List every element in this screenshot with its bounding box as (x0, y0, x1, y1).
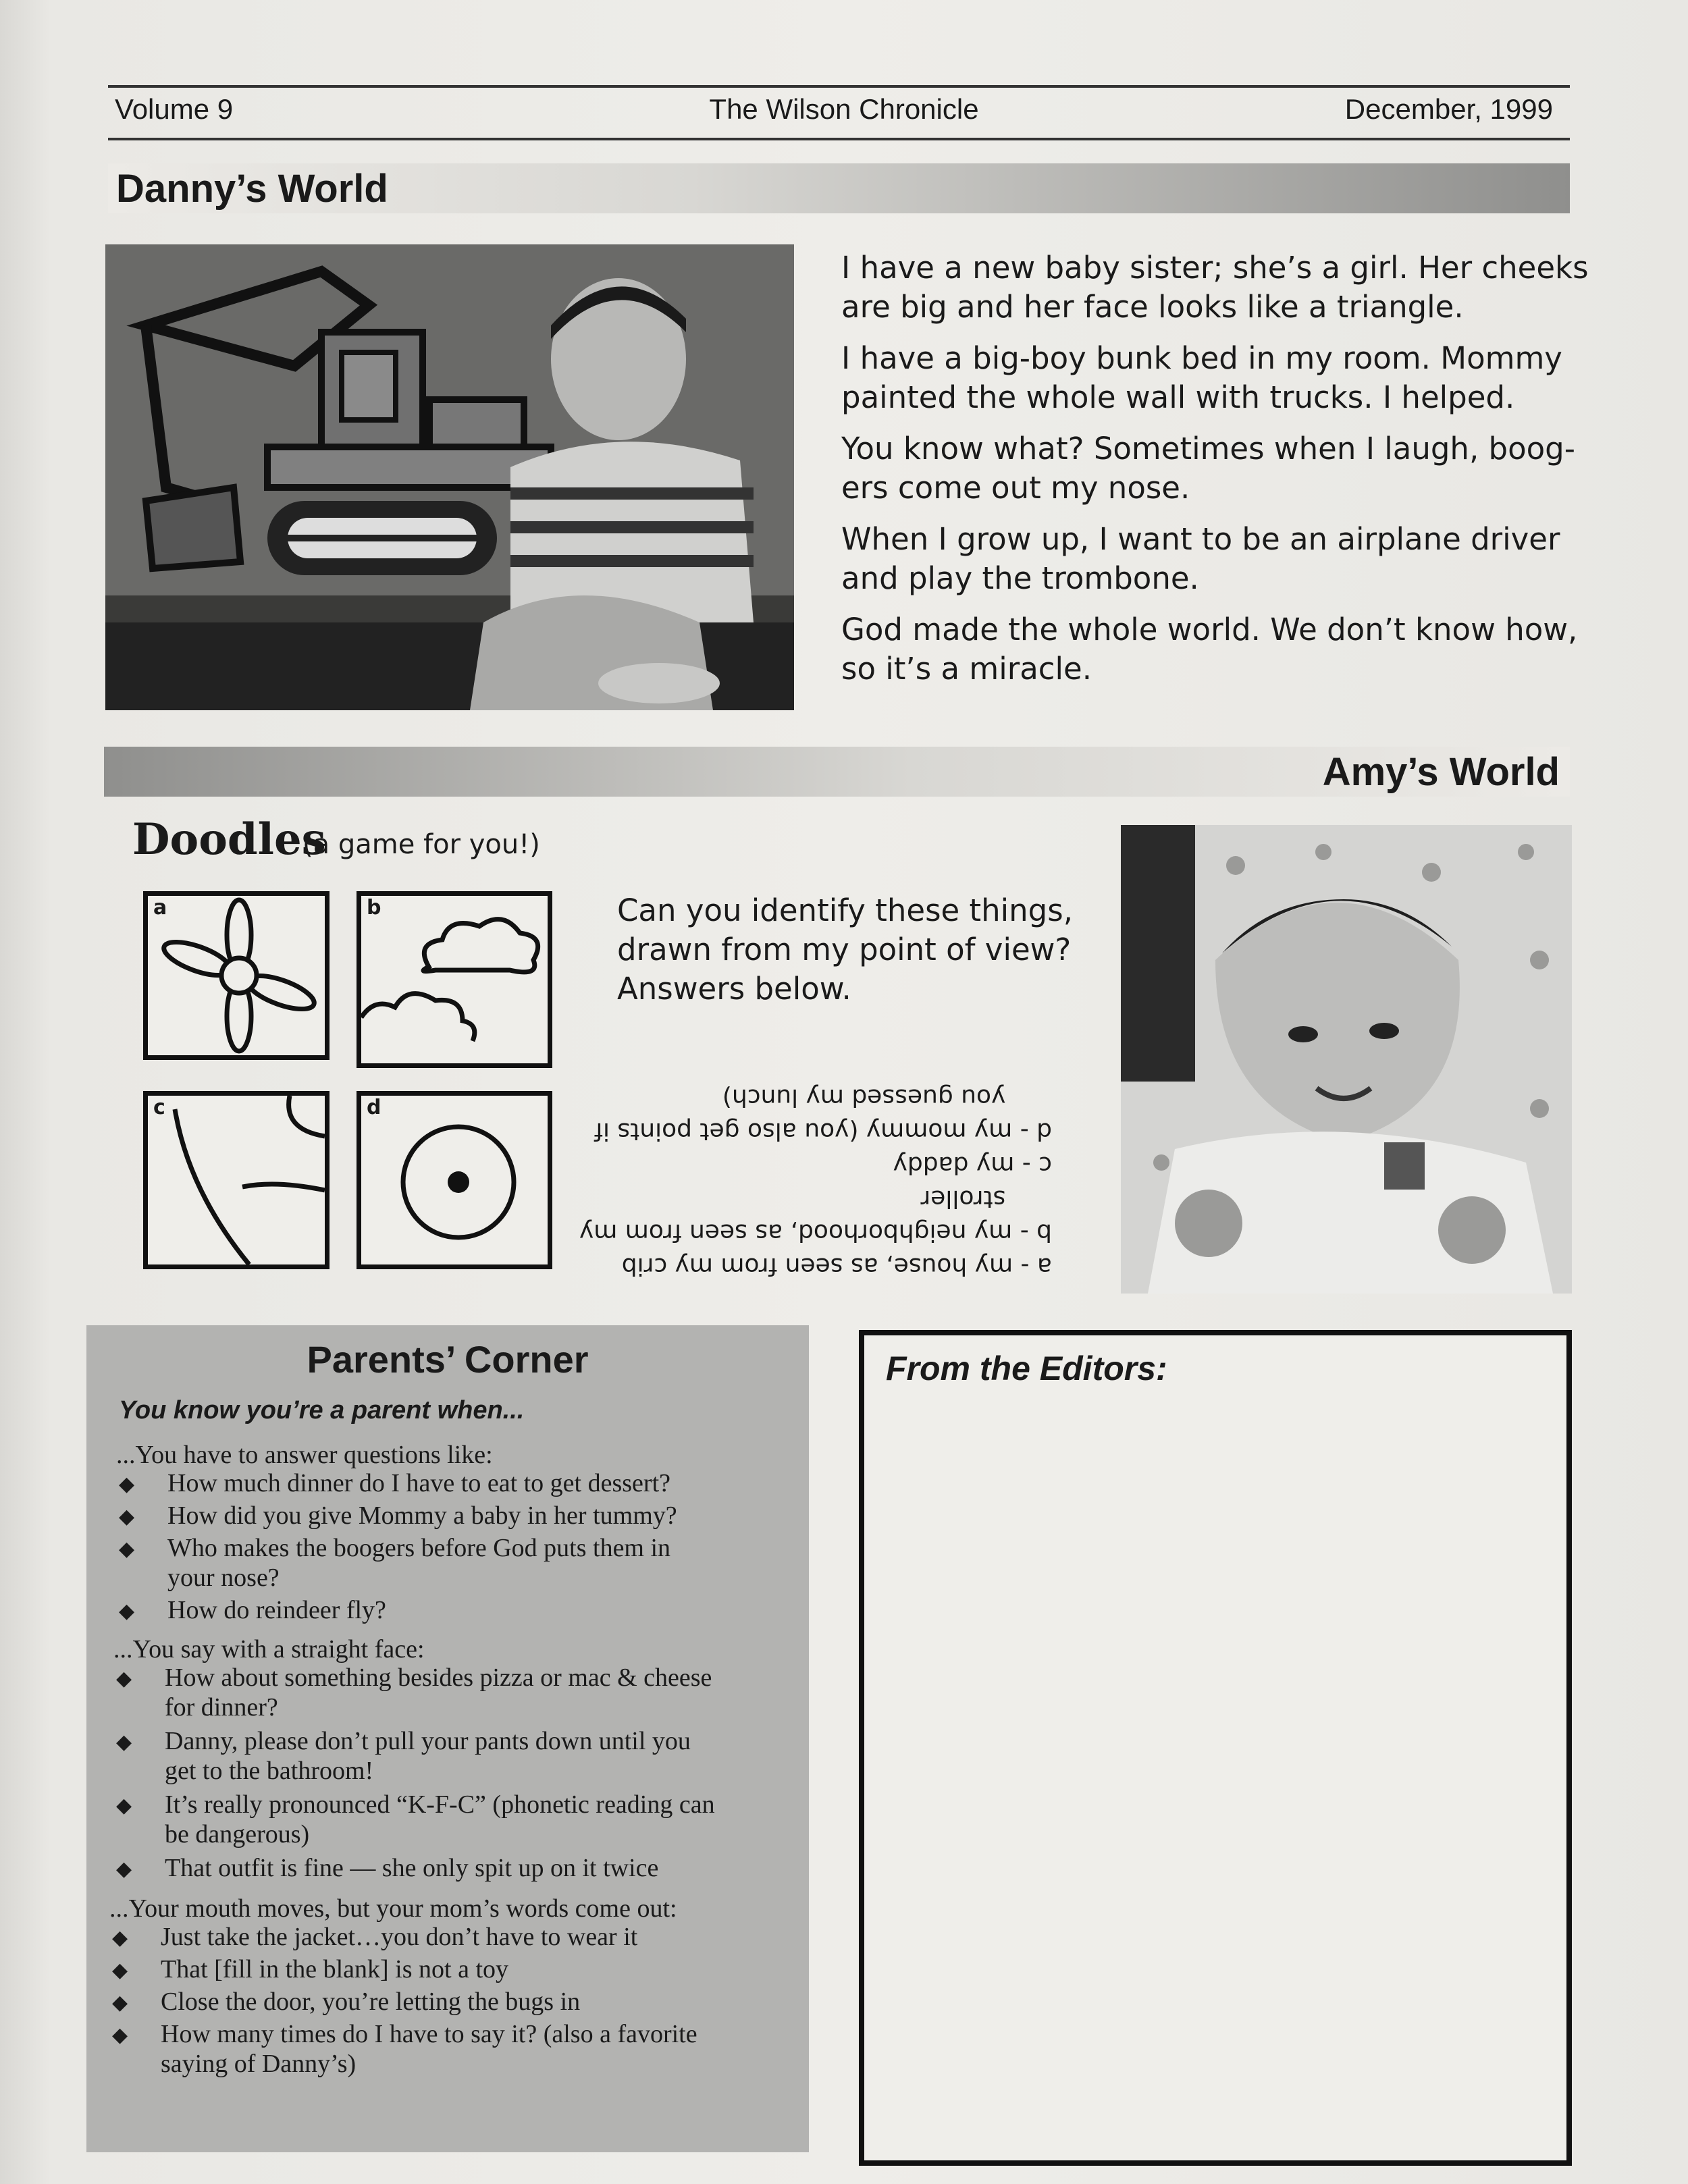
mommy-doodle-icon (361, 1096, 548, 1264)
danny-paragraph-3-line-2: ers come out my nose. (841, 470, 1190, 506)
ceiling-fan-doodle-icon (148, 896, 325, 1055)
doodles-answer-b-cont: stroller (920, 1185, 1052, 1213)
bullet-icon: ◆ (116, 1857, 132, 1881)
bullet-icon: ◆ (119, 1599, 135, 1623)
danny-paragraph-1-line-2: are big and her face looks like a triangle. (841, 289, 1464, 325)
parents-group-2-item-3-line-2: be dangerous) (165, 1820, 310, 1848)
parents-group-3-item-4-line-1: How many times do I have to say it? (also a favorite (161, 2020, 697, 2048)
editors-title: From the Editors: (886, 1350, 1167, 1387)
danny-photo (105, 244, 794, 710)
amy-photo (1121, 825, 1572, 1294)
header-bottom-rule (108, 138, 1570, 140)
editors-box (859, 1330, 1572, 2166)
parents-group-2-item-1 (165, 1663, 712, 1722)
parents-group-3-intro: ...Your mouth moves, but your mom’s words come out: (109, 1894, 677, 1923)
bullet-icon: ◆ (119, 1505, 135, 1528)
danny-paragraph-1 (841, 248, 1589, 327)
danny-paragraph-4-line-2: and play the trombone. (841, 560, 1199, 596)
parents-group-3-item-4-line-2: saying of Danny’s) (161, 2050, 357, 2078)
parents-group-1-item-1: How much dinner do I have to eat to get dessert? (167, 1469, 670, 1497)
bullet-icon: ◆ (112, 2023, 128, 2047)
doodle-label-b: b (367, 896, 381, 920)
parents-group-1-item-3-line-2: your nose? (167, 1564, 280, 1592)
doodle-label-d: d (367, 1096, 381, 1119)
danny-section-title: Danny’s World (116, 167, 388, 211)
doodles-answers-upside-down (579, 1080, 1052, 1283)
doodles-question-line-2: drawn from my point of view? (617, 932, 1072, 967)
bullet-icon: ◆ (119, 1472, 135, 1496)
bullet-icon: ◆ (119, 1537, 135, 1561)
danny-paragraph-2-line-1: I have a big-boy bunk bed in my room. Mommy (841, 340, 1562, 376)
parents-group-2-item-3 (165, 1790, 715, 1849)
doodles-title: Doodles (132, 814, 326, 865)
doodles-question-line-1: Can you identify these things, (617, 893, 1073, 928)
top-rule (108, 85, 1570, 88)
parents-group-3-item-2: That [fill in the blank] is not a toy (161, 1955, 509, 1983)
parents-group-2-item-2-line-2: get to the bathroom! (165, 1757, 374, 1785)
parents-group-1-item-3-line-1: Who makes the boogers before God puts them in (167, 1534, 671, 1562)
amy-section-title: Amy’s World (1322, 750, 1560, 794)
parents-group-1-item-4: How do reindeer fly? (167, 1596, 386, 1624)
parents-corner-panel (86, 1325, 809, 2152)
newsletter-title: The Wilson Chronicle (709, 93, 979, 125)
doodle-box-d (357, 1091, 552, 1269)
parents-group-2-item-2 (165, 1726, 691, 1786)
danny-paragraph-2 (841, 339, 1562, 417)
danny-photo-image (105, 244, 794, 710)
parents-group-1-item-2: How did you give Mommy a baby in her tummy? (167, 1501, 677, 1530)
doodles-answer-d: d - my mommy (you also get points if (594, 1117, 1052, 1145)
parents-group-1-intro: ...You have to answer questions like: (116, 1441, 493, 1469)
parents-group-2-item-4: That outfit is fine — she only spit up on it twice (165, 1854, 659, 1882)
danny-paragraph-3 (841, 429, 1575, 508)
doodles-question (617, 891, 1073, 1009)
clouds-doodle-icon (361, 896, 548, 1063)
bullet-icon: ◆ (112, 1959, 128, 1982)
parents-corner-subtitle: You know you’re a parent when... (119, 1396, 525, 1424)
doodle-label-a: a (153, 896, 167, 920)
volume-label: Volume 9 (115, 93, 234, 125)
bullet-icon: ◆ (116, 1667, 132, 1690)
doodle-box-a (143, 891, 329, 1060)
bullet-icon: ◆ (116, 1794, 132, 1817)
doodles-answer-a: a - my house, as seen from my crib (621, 1252, 1052, 1280)
danny-paragraph-2-line-2: painted the whole wall with trucks. I helped. (841, 379, 1515, 415)
doodle-box-b (357, 891, 552, 1068)
parents-group-2-item-3-line-1: It’s really pronounced “K-F-C” (phonetic reading can (165, 1790, 715, 1819)
doodles-subtitle: (a game for you!) (302, 829, 540, 860)
amy-photo-image (1121, 825, 1572, 1294)
bullet-icon: ◆ (112, 1991, 128, 2015)
danny-paragraph-3-line-1: You know what? Sometimes when I laugh, boog- (841, 431, 1575, 467)
bullet-icon: ◆ (116, 1730, 132, 1754)
parents-group-2-intro: ...You say with a straight face: (113, 1635, 425, 1663)
bullet-icon: ◆ (112, 1926, 128, 1950)
parents-group-3-item-4 (161, 2019, 697, 2079)
danny-paragraph-4-line-1: When I grow up, I want to be an airplane driver (841, 521, 1560, 557)
doodles-answer-c: c - my daddy (893, 1151, 1052, 1179)
danny-paragraph-4 (841, 520, 1560, 598)
parents-group-2-item-1-line-1: How about something besides pizza or mac & cheese (165, 1663, 712, 1692)
parents-group-3-item-1: Just take the jacket…you don’t have to wear it (161, 1923, 638, 1951)
danny-paragraph-1-line-1: I have a new baby sister; she’s a girl. Her cheeks (841, 250, 1589, 286)
doodle-box-c (143, 1091, 329, 1269)
issue-date: December, 1999 (1344, 93, 1553, 125)
parents-corner-title: Parents’ Corner (307, 1338, 589, 1381)
danny-paragraph-5 (841, 610, 1577, 689)
parents-group-1-item-3 (167, 1533, 670, 1593)
danny-paragraph-5-line-1: God made the whole world. We don’t know how, (841, 612, 1578, 647)
doodles-question-line-3: Answers below. (617, 971, 851, 1007)
doodles-answer-d-cont: you guessed my lunch) (722, 1084, 1052, 1111)
doodle-label-c: c (153, 1096, 165, 1119)
parents-group-3-item-3: Close the door, you’re letting the bugs in (161, 1988, 581, 2016)
parents-group-2-item-1-line-2: for dinner? (165, 1693, 278, 1722)
danny-paragraph-5-line-2: so it’s a miracle. (841, 651, 1092, 687)
doodles-answer-b: b - my neighborhood, as seen from my (579, 1219, 1052, 1246)
daddy-face-doodle-icon (148, 1096, 325, 1264)
parents-group-2-item-2-line-1: Danny, please don’t pull your pants down until you (165, 1727, 691, 1755)
